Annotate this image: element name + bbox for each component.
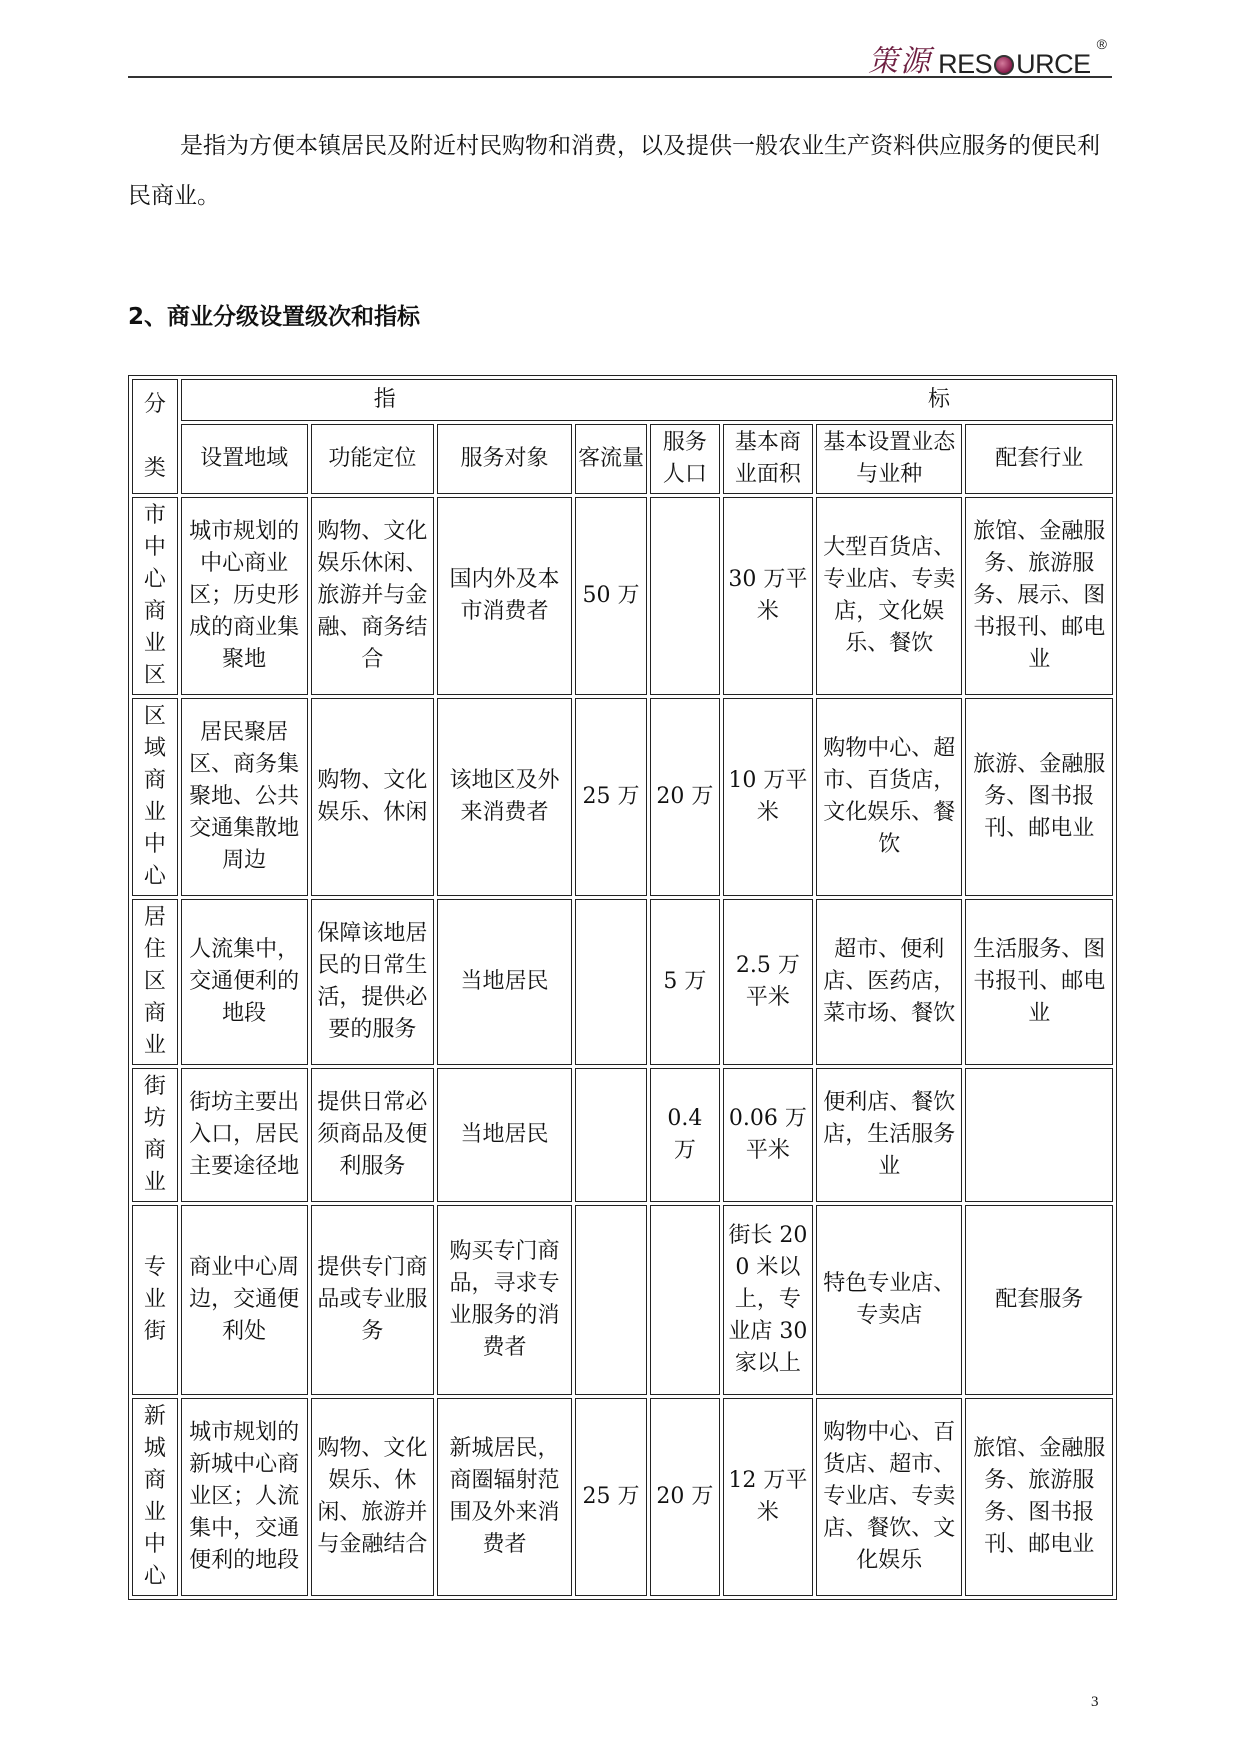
- table-cell: 新城居民，商圈辐射范围及外来消费者: [437, 1398, 572, 1596]
- table-cell: 25 万: [575, 1398, 647, 1596]
- column-header-row: [132, 424, 1113, 494]
- table-row: [132, 698, 1113, 896]
- table-cell: 超市、便利店、医药店，菜市场、餐饮: [816, 899, 962, 1065]
- table-cell: 购物、文化娱乐、休闲: [311, 698, 434, 896]
- category-cell: 区域商业中心: [132, 698, 178, 896]
- table-cell: 城市规划的中心商业区；历史形成的商业集聚地: [181, 497, 308, 695]
- table-cell: 保障该地居民的日常生活，提供必要的服务: [311, 899, 434, 1065]
- table-cell: 购物中心、百货店、超市、专业店、专卖店、餐饮、文化娱乐: [816, 1398, 962, 1596]
- logo-en-part-b: URCE: [1016, 49, 1091, 79]
- table-cell: [650, 1205, 720, 1395]
- table-cell: 旅馆、金融服务、旅游服务、图书报刊、邮电业: [965, 1398, 1113, 1596]
- page-number: 3: [1091, 1694, 1099, 1710]
- table-cell: [575, 1068, 647, 1202]
- table-cell: 0.06 万平米: [723, 1068, 813, 1202]
- table-cell: 购物、文化娱乐休闲、旅游并与金融、商务结合: [311, 497, 434, 695]
- table-cell: 生活服务、图书报刊、邮电业: [965, 899, 1113, 1065]
- index-group-header: [181, 379, 1113, 421]
- table-cell: 该地区及外来消费者: [437, 698, 572, 896]
- table-cell: 30 万平米: [723, 497, 813, 695]
- header-divider: [128, 76, 1112, 78]
- table-cell: 旅馆、金融服务、旅游服务、展示、图书报刊、邮电业: [965, 497, 1113, 695]
- column-header: 服务对象: [437, 424, 572, 494]
- column-header: 配套行业: [965, 424, 1113, 494]
- table-row: [132, 1398, 1113, 1596]
- table-cell: 特色专业店、专卖店: [816, 1205, 962, 1395]
- table-cell: 当地居民: [437, 1068, 572, 1202]
- column-header: 基本设置业态与业种: [816, 424, 962, 494]
- table-cell: 提供日常必须商品及便利服务: [311, 1068, 434, 1202]
- company-logo: [868, 36, 1107, 80]
- table-cell: [575, 1205, 647, 1395]
- table-cell: 购买专门商品，寻求专业服务的消费者: [437, 1205, 572, 1395]
- table-cell: 提供专门商品或专业服务: [311, 1205, 434, 1395]
- table-cell: 25 万: [575, 698, 647, 896]
- table-cell: 人流集中，交通便利的地段: [181, 899, 308, 1065]
- table: [128, 375, 1117, 1600]
- logo-circle-icon: [994, 55, 1014, 75]
- table-cell: 10 万平米: [723, 698, 813, 896]
- table-cell: 12 万平米: [723, 1398, 813, 1596]
- table-cell: 50 万: [575, 497, 647, 695]
- table-cell: [575, 899, 647, 1065]
- commerce-level-table: [128, 375, 1117, 1600]
- category-cell: 居住区商业: [132, 899, 178, 1065]
- table-cell: 街长 200 米以上，专业店 30 家以上: [723, 1205, 813, 1395]
- table-cell: 20 万: [650, 1398, 720, 1596]
- corner-cell: [132, 379, 178, 494]
- table-cell: 配套服务: [965, 1205, 1113, 1395]
- corner-top-label: 分: [143, 391, 166, 417]
- table-cell: 商业中心周边，交通便利处: [181, 1205, 308, 1395]
- section-heading: 2、商业分级设置级次和指标: [128, 304, 421, 330]
- table-cell: 大型百货店、专业店、专卖店，文化娱乐、餐饮: [816, 497, 962, 695]
- table-cell: 旅游、金融服务、图书报刊、邮电业: [965, 698, 1113, 896]
- corner-bottom-label: 类: [143, 455, 166, 481]
- table-cell: 购物中心、超市、百货店，文化娱乐、餐饮: [816, 698, 962, 896]
- index-header-row: [132, 379, 1113, 421]
- column-header: 服务人口: [650, 424, 720, 494]
- registered-mark: ®: [1096, 36, 1107, 52]
- logo-en-part-a: RES: [938, 49, 993, 79]
- logo-chinese-text: 策源: [868, 44, 933, 79]
- table-cell: 0.4 万: [650, 1068, 720, 1202]
- category-cell: 市中心商业区: [132, 497, 178, 695]
- column-header: 功能定位: [311, 424, 434, 494]
- table-row: [132, 1068, 1113, 1202]
- table-cell: 街坊主要出入口，居民主要途径地: [181, 1068, 308, 1202]
- table-cell: 国内外及本市消费者: [437, 497, 572, 695]
- table-cell: 城市规划的新城中心商业区；人流集中，交通便利的地段: [181, 1398, 308, 1596]
- table-cell: 居民聚居区、商务集聚地、公共交通集散地周边: [181, 698, 308, 896]
- column-header: 基本商业面积: [723, 424, 813, 494]
- category-cell: 新城商业中心: [132, 1398, 178, 1596]
- table-cell: 当地居民: [437, 899, 572, 1065]
- table-cell: 2.5 万平米: [723, 899, 813, 1065]
- table-cell: [650, 497, 720, 695]
- table-cell: 5 万: [650, 899, 720, 1065]
- table-row: [132, 1205, 1113, 1395]
- index-label-b: 标: [927, 387, 950, 412]
- table-cell: 20 万: [650, 698, 720, 896]
- table-cell: [965, 1068, 1113, 1202]
- category-cell: 街坊商业: [132, 1068, 178, 1202]
- table-cell: 购物、文化娱乐、休闲、旅游并与金融结合: [311, 1398, 434, 1596]
- column-header: 设置地域: [181, 424, 308, 494]
- column-header: 客流量: [575, 424, 647, 494]
- table-cell: 便利店、餐饮店，生活服务业: [816, 1068, 962, 1202]
- table-row: [132, 497, 1113, 695]
- intro-paragraph: 是指为方便本镇居民及附近村民购物和消费，以及提供一般农业生产资料供应服务的便民利民商业。: [128, 133, 1100, 209]
- index-label-a: 指: [373, 387, 396, 412]
- category-cell: 专业街: [132, 1205, 178, 1395]
- table-row: [132, 899, 1113, 1065]
